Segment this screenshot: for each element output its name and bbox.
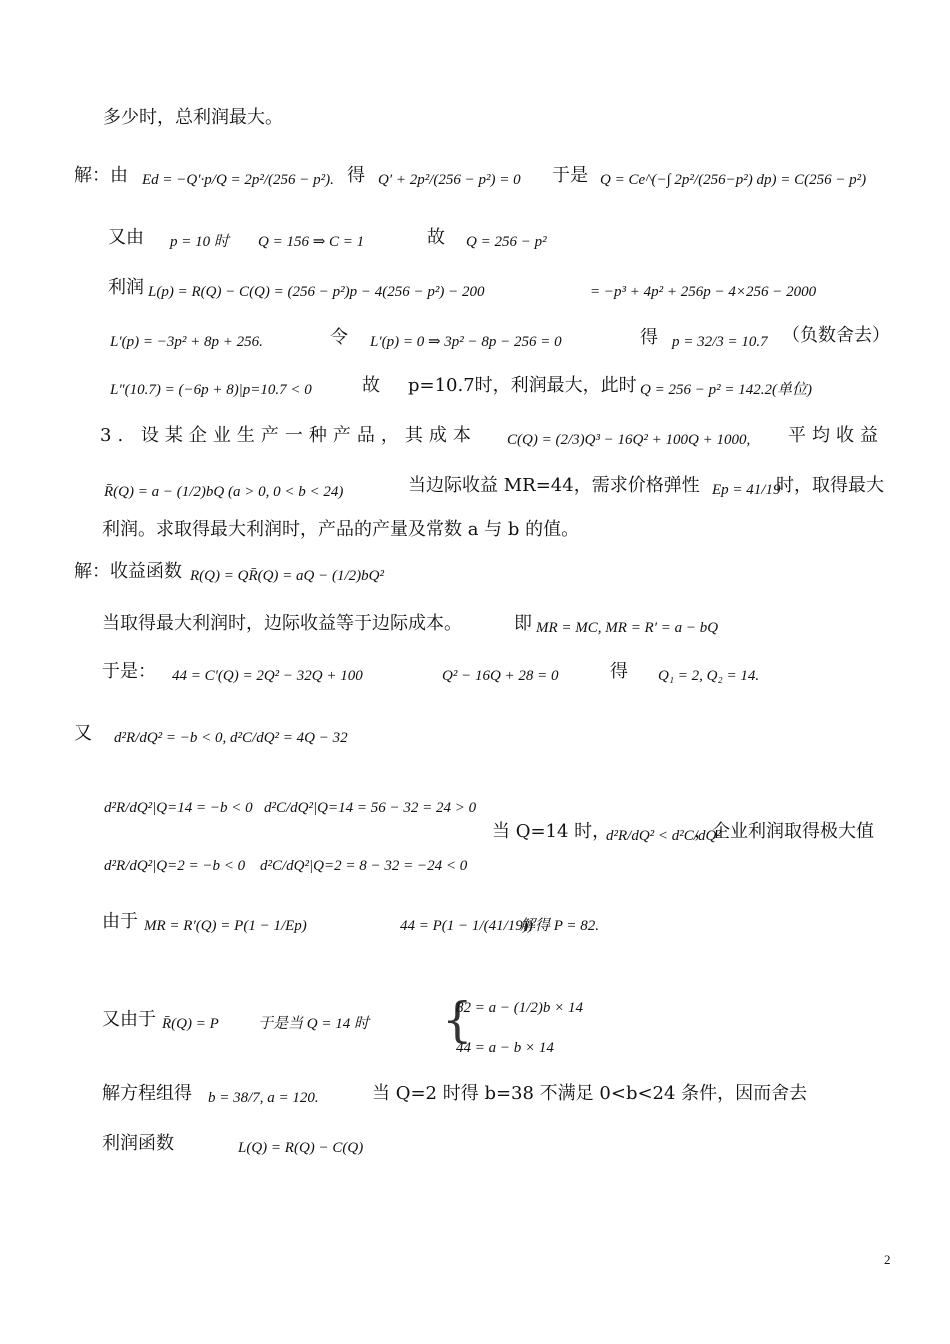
- formula: d²R/dQ²|Q=14 = −b < 0: [104, 800, 253, 816]
- text-line: 于是: [552, 165, 588, 186]
- text-line: 平均收益: [788, 425, 884, 446]
- formula: 44 = P(1 − 1/(41/19)): [400, 918, 533, 934]
- formula: d²R/dQ² < d²C/dQ²: [606, 828, 721, 844]
- formula: p = 32/3 = 10.7: [672, 334, 768, 350]
- formula: Q = Ce^(−∫ 2p²/(256−p²) dp) = C(256 − p²): [600, 172, 867, 188]
- text-line: 解：收益函数: [74, 561, 182, 582]
- text-line: 得: [640, 327, 658, 348]
- formula: L(p) = R(Q) − C(Q) = (256 − p²)p − 4(256 − p²) − 200: [148, 284, 485, 300]
- formula: d²C/dQ²|Q=2 = 8 − 32 = −24 < 0: [260, 858, 468, 874]
- formula: R̄(Q) = a − (1/2)bQ (a > 0, 0 < b < 24): [104, 484, 344, 500]
- text-line: 时，取得最大: [776, 475, 884, 496]
- text-line: 于是：: [102, 661, 156, 682]
- formula: d²C/dQ²|Q=14 = 56 − 32 = 24 > 0: [264, 800, 477, 816]
- text-line: 当 Q=14 时，: [492, 821, 611, 842]
- text-line: 得: [347, 165, 365, 186]
- formula: 44 = C′(Q) = 2Q² − 32Q + 100: [172, 668, 363, 684]
- text-line: 故: [362, 375, 380, 396]
- text-line: 得: [610, 661, 628, 682]
- formula: Q² − 16Q + 28 = 0: [442, 668, 559, 684]
- formula: C(Q) = (2/3)Q³ − 16Q² + 100Q + 1000,: [507, 432, 751, 448]
- formula: Q₁ = 2, Q₂ = 14.: [658, 668, 760, 684]
- formula: b = 38/7, a = 120.: [208, 1090, 319, 1106]
- text-line: 3. 设某企业生产一种产品，其成本: [100, 425, 477, 446]
- formula: Q = 256 − p² = 142.2(单位): [640, 382, 812, 398]
- formula: Ep = 41/19: [712, 482, 781, 498]
- formula: L′(p) = −3p² + 8p + 256.: [110, 334, 263, 350]
- text-line: 又由于: [102, 1009, 156, 1030]
- formula: MR = R′(Q) = P(1 − 1/Ep): [144, 918, 307, 934]
- text-line: 多少时，总利润最大。: [103, 107, 283, 128]
- formula: L″(10.7) = (−6p + 8)|p=10.7 < 0: [110, 382, 312, 398]
- text-line: 故: [427, 227, 445, 248]
- text-line: 解：由: [74, 165, 128, 186]
- text-line: （负数舍去）: [782, 325, 890, 346]
- equation-system-brace: {: [442, 992, 473, 1048]
- page-number: 2: [884, 1252, 891, 1267]
- formula: R̄(Q) = P: [162, 1016, 219, 1032]
- formula: 于是当 Q = 14 时: [258, 1016, 369, 1032]
- formula: L(Q) = R(Q) − C(Q): [238, 1140, 364, 1156]
- text-line: 利润。求取得最大利润时，产品的产量及常数 a 与 b 的值。: [102, 519, 580, 540]
- formula: Q = 256 − p²: [466, 234, 547, 250]
- text-line: 又: [74, 723, 92, 744]
- text-line: 利润: [108, 277, 144, 298]
- formula: 44 = a − b × 14: [456, 1040, 554, 1056]
- formula: d²R/dQ²|Q=2 = −b < 0: [104, 858, 246, 874]
- text-line: 即: [514, 613, 532, 634]
- text-line: 利润函数: [102, 1133, 174, 1154]
- formula: Ed = −Q′·p/Q = 2p²/(256 − p²).: [142, 172, 334, 188]
- formula: 解得 P = 82.: [520, 918, 600, 934]
- text-line: p=10.7时，利润最大，此时: [408, 375, 637, 396]
- formula: 82 = a − (1/2)b × 14: [456, 1000, 584, 1016]
- text-line: 令: [330, 327, 348, 348]
- formula: d²R/dQ² = −b < 0, d²C/dQ² = 4Q − 32: [114, 730, 348, 746]
- formula: Q = 156 ⇒ C = 1: [258, 234, 365, 250]
- text-line: 又由: [108, 227, 144, 248]
- formula: Q′ + 2p²/(256 − p²) = 0: [378, 172, 521, 188]
- text-line: 当取得最大利润时，边际收益等于边际成本。: [102, 613, 462, 634]
- formula: R(Q) = QR̄(Q) = aQ − (1/2)bQ²: [190, 568, 384, 584]
- formula: = −p³ + 4p² + 256p − 4×256 − 2000: [590, 284, 817, 300]
- text-line: 解方程组得: [102, 1083, 192, 1104]
- text-line: 当 Q=2 时得 b=38 不满足 0<b<24 条件，因而舍去: [372, 1083, 808, 1104]
- formula: MR = MC, MR = R′ = a − bQ: [536, 620, 719, 636]
- formula: p = 10 时: [170, 234, 229, 250]
- text-line: ，企业利润取得极大值: [694, 821, 874, 842]
- text-line: 当边际收益 MR=44，需求价格弹性: [408, 475, 700, 496]
- formula: L′(p) = 0 ⇒ 3p² − 8p − 256 = 0: [370, 334, 562, 350]
- text-line: 由于: [102, 911, 138, 932]
